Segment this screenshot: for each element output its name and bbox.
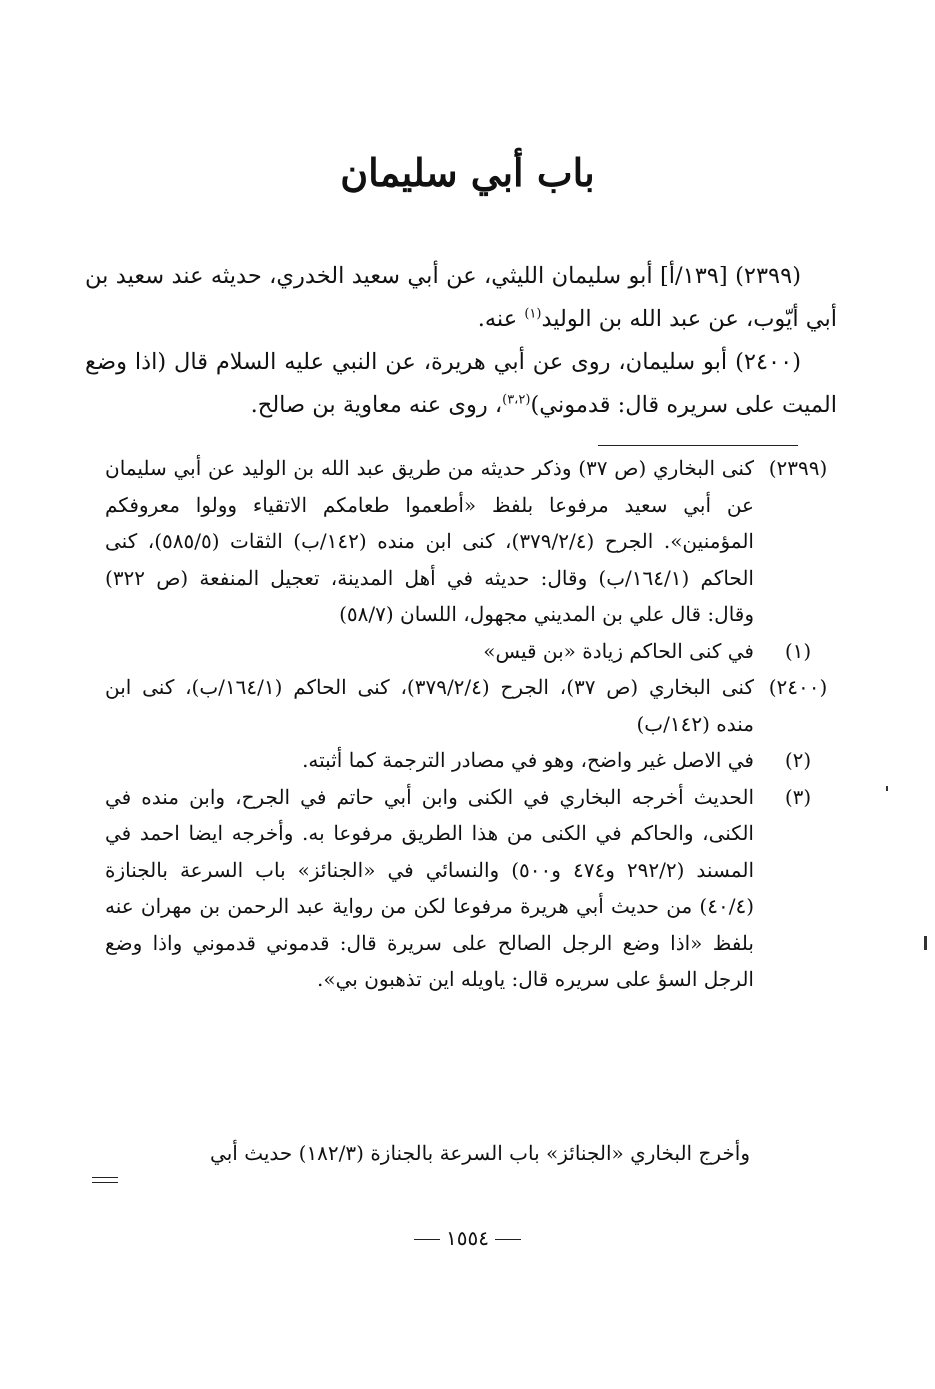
entry-text-end: عنه.	[477, 306, 518, 332]
footnote-2399	[105, 450, 842, 633]
continuation-rule-top	[92, 1177, 118, 1178]
main-text	[85, 255, 837, 427]
footnote-text: في الاصل غير واضح، وهو في مصادر الترجمة كما أثبته.	[302, 748, 754, 772]
chapter-title: باب أبي سليمان	[340, 150, 595, 195]
entry-text: أبو سليمان الليثي، عن أبي سعيد الخدري، حديثه عند سعيد بن أبي أيّوب، عن عبد الله بن الوليد	[85, 263, 837, 332]
entry-text-end: ، روى عنه معاوية بن صالح.	[250, 392, 503, 418]
entry-2400	[85, 341, 837, 427]
entry-number: (٢٣٩٩)	[735, 263, 801, 289]
footnote-continuation: وأخرج البخاري «الجنائز» باب السرعة بالجنازة (١٨٢/٣) حديث أبي	[210, 1141, 750, 1165]
footnote-marker: (١)	[524, 306, 542, 322]
entry-number: (٢٤٠٠)	[735, 349, 801, 375]
footnote-number: (٣)	[784, 784, 812, 809]
footnote-2	[105, 742, 842, 779]
footnote-separator	[598, 445, 798, 446]
scan-mark	[924, 936, 927, 950]
dash-left	[414, 1239, 440, 1240]
footnote-text: في كنى الحاكم زيادة «بن قيس»	[483, 638, 754, 663]
footnote-number: (٢)	[784, 748, 812, 772]
entry-text: أبو سليمان، روى عن أبي هريرة، عن النبي عليه السلام قال (اذا وضع الميت على سريره قال: قدموني)	[85, 349, 837, 418]
entry-2399	[85, 255, 837, 341]
footnote-3	[105, 779, 842, 998]
footnote-text: كنى البخاري (ص ٣٧)، الجرح (٣٧٩/٢/٤)، كنى الحاكم (١٦٤/١/ب)، كنى ابن منده (١٤٢/ب)	[105, 675, 754, 736]
page-number	[0, 1226, 935, 1250]
footnote-text: كنى البخاري (ص ٣٧) وذكر حديثه من طريق عبد الله بن الوليد عن أبي سليمان عن أبي سعيد مرفوعا بلفظ «أطعموا طعامكم الاتقياء وولوا معروفكم المؤمنين». الجرح (٣٧٩/٢/٤)، كنى ابن منده (١٤٢/ب) الثقات (٥٨٥/٥)، كنى الحاكم (١٦٤/١/ب) وقال: حديثه في أهل المدينة، تعجيل المنفعة (ص ٣٢٢) وقال: قال علي بن المديني مجهول، اللسان (٥٨/٧)	[105, 456, 754, 626]
dash-right	[495, 1239, 521, 1240]
footnote-1	[105, 633, 842, 670]
scan-dot	[886, 786, 888, 791]
footnote-number: (٢٣٩٩)	[768, 456, 828, 480]
folio-reference: [١٣٩/أ]	[660, 263, 728, 289]
continuation-rule-bottom	[92, 1182, 118, 1183]
page-number-text: ١٥٥٤	[446, 1226, 489, 1250]
footnote-marker: (٣،٢)	[502, 392, 531, 408]
footnote-2400	[105, 669, 842, 742]
footnotes	[105, 450, 842, 998]
footnote-number: (٢٤٠٠)	[768, 675, 828, 699]
footnote-number: (١)	[784, 638, 812, 663]
footnote-text: الحديث أخرجه البخاري في الكنى وابن أبي حاتم في الجرح، وابن منده في الكنى، والحاكم في الكنى من هذا الطريق مرفوعا به. وأخرجه ايضا احمد في المسند (٢٩٢/٢ و٤٧٤ و٥٠٠) والنسائي في «الجنائز» باب السرعة بالجنازة (٤٠/٤) من حديث أبي هريرة مرفوعا لكن من رواية عبد الرحمن بن مهران عنه بلفظ «اذا وضع الرجل الصالح على سريرة قال: قدموني قدموني واذا وضع الرجل السؤ على سريره قال: ياويله اين تذهبون بي».	[105, 784, 755, 991]
